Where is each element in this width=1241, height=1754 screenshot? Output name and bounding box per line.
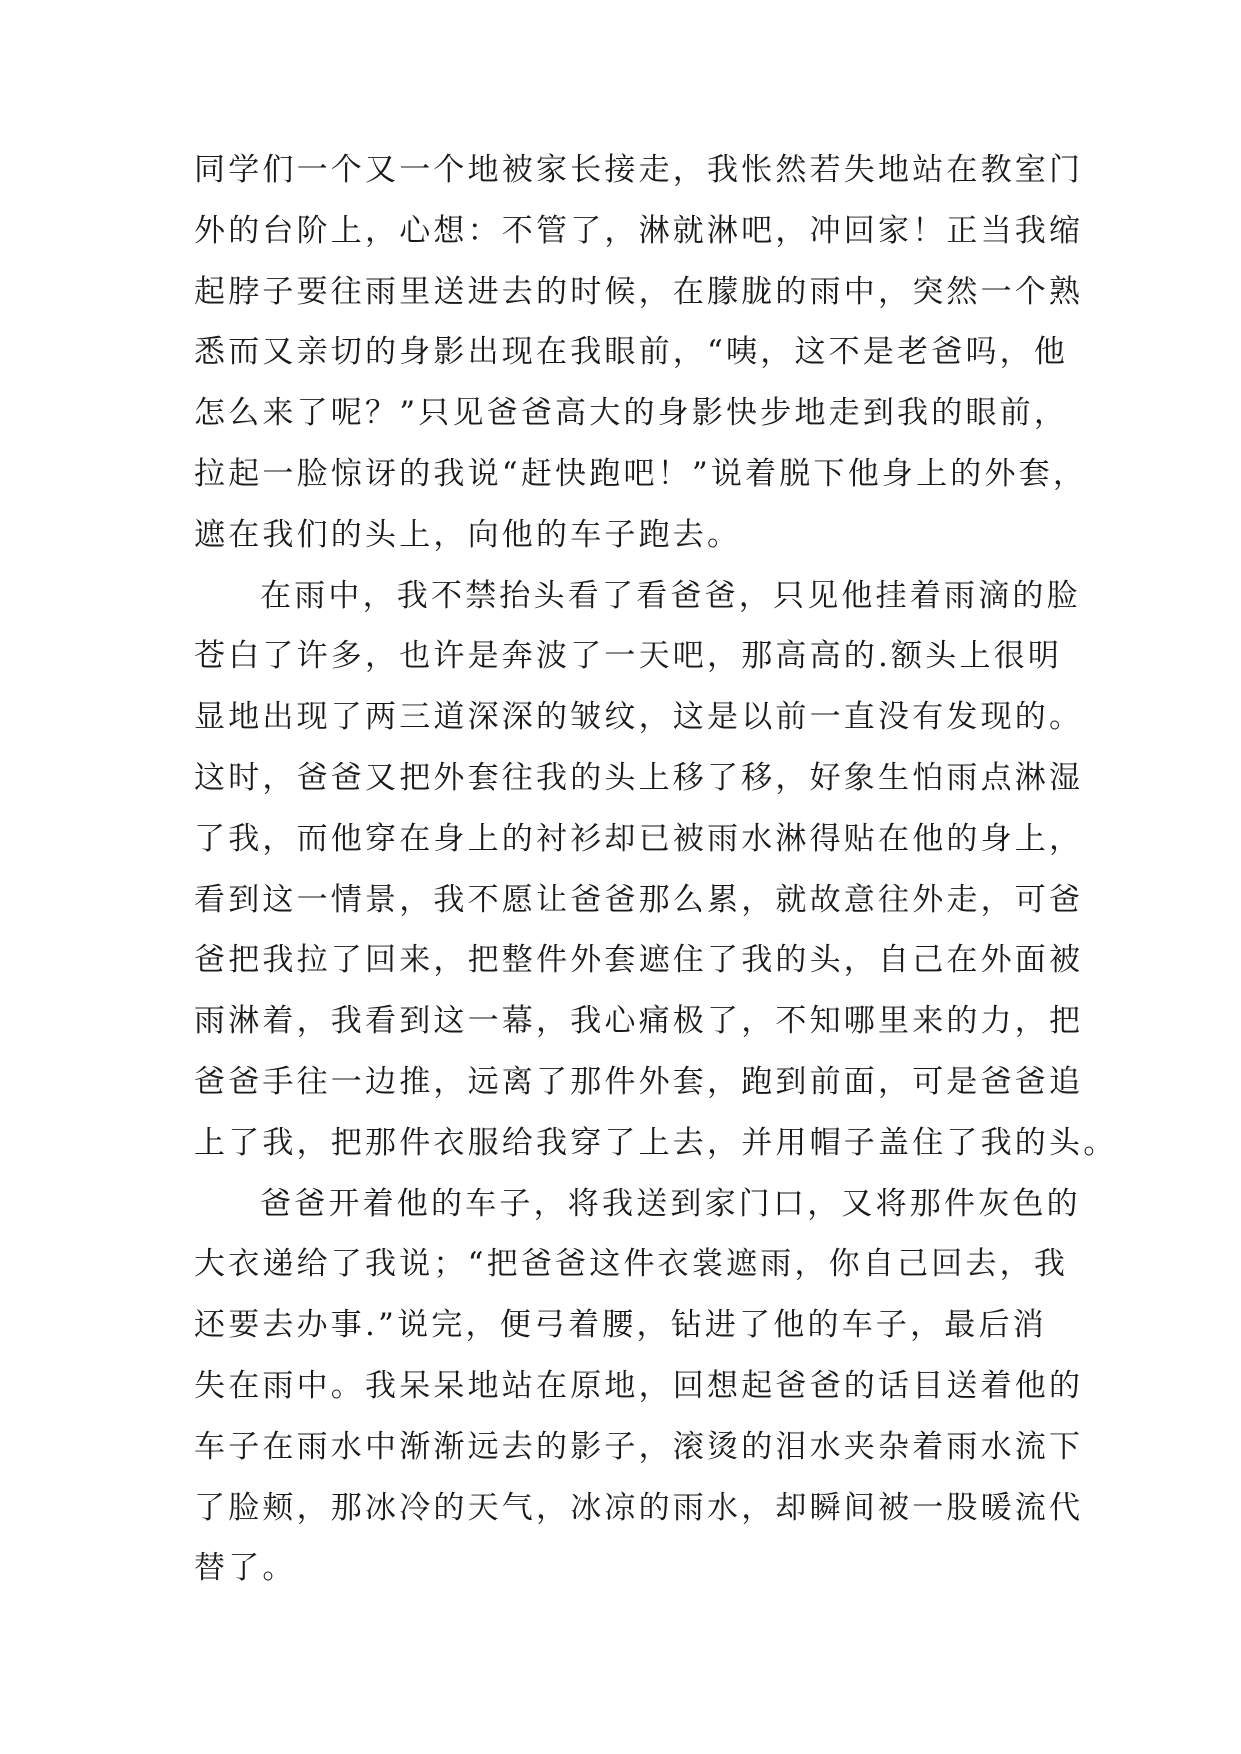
text-line: 还要去办事.”说完，便弓着腰，钻进了他的车子，最后消 <box>194 1307 1047 1344</box>
text-line: 显地出现了两三道深深的皱纹，这是以前一直没有发现的。 <box>194 699 1084 736</box>
text-line: 怎么来了呢？”只见爸爸高大的身影快步地走到我的眼前， <box>194 395 1069 432</box>
text-line: 同学们一个又一个地被家长接走，我怅然若失地站在教室门 <box>194 152 1084 188</box>
text-line: 苍白了许多，也许是奔波了一天吧，那高高的.额头上很明 <box>194 638 1063 675</box>
text-line: 替了。 <box>194 1550 297 1587</box>
text-line: 外的台阶上，心想：不管了，淋就淋吧，冲回家！正当我缩 <box>194 212 1084 249</box>
text-line: 爸把我拉了回来，把整件外套遮住了我的头，自己在外面被 <box>194 942 1084 979</box>
text-line: 车子在雨水中渐渐远去的影子，滚烫的泪水夹杂着雨水流下 <box>194 1428 1084 1465</box>
text-line: 失在雨中。我呆呆地站在原地，回想起爸爸的话目送着他的 <box>194 1367 1084 1404</box>
text-line: 了脸颊，那冰冷的天气，冰凉的雨水，却瞬间被一股暖流代 <box>194 1489 1084 1526</box>
text-line: 悉而又亲切的身影出现在我眼前，“咦，这不是老爸吗，他 <box>194 334 1069 371</box>
text-line: 拉起一脸惊讶的我说“赶快跑吧！”说着脱下他身上的外套， <box>194 455 1088 492</box>
text-line: 大衣递给了我说；“把爸爸这件衣裳遮雨，你自己回去，我 <box>194 1246 1069 1283</box>
text-line: 看到这一情景，我不愿让爸爸那么累，就故意往外走，可爸 <box>194 881 1084 918</box>
text-line: 爸爸手往一边推，远离了那件外套，跑到前面，可是爸爸追 <box>194 1063 1084 1100</box>
text-line: 上了我，把那件衣服给我穿了上去，并用帽子盖住了我的头。 <box>194 1124 1118 1161</box>
text-line: 起脖子要往雨里送进去的时候，在朦胧的雨中，突然一个熟 <box>194 273 1084 310</box>
text-line: 雨淋着，我看到这一幕，我心痛极了，不知哪里来的力，把 <box>194 1003 1084 1040</box>
document-page <box>194 140 1118 1599</box>
text-line: 爸爸开着他的车子，将我送到家门口，又将那件灰色的 <box>260 1185 1081 1222</box>
text-line: 在雨中，我不禁抬头看了看爸爸，只见他挂着雨滴的脸 <box>260 577 1081 614</box>
text-line: 了我，而他穿在身上的衬衫却已被雨水淋得贴在他的身上， <box>194 820 1084 857</box>
text-line: 遮在我们的头上，向他的车子跑去。 <box>194 516 742 553</box>
text-line: 这时，爸爸又把外套往我的头上移了移，好象生怕雨点淋湿 <box>194 759 1084 796</box>
